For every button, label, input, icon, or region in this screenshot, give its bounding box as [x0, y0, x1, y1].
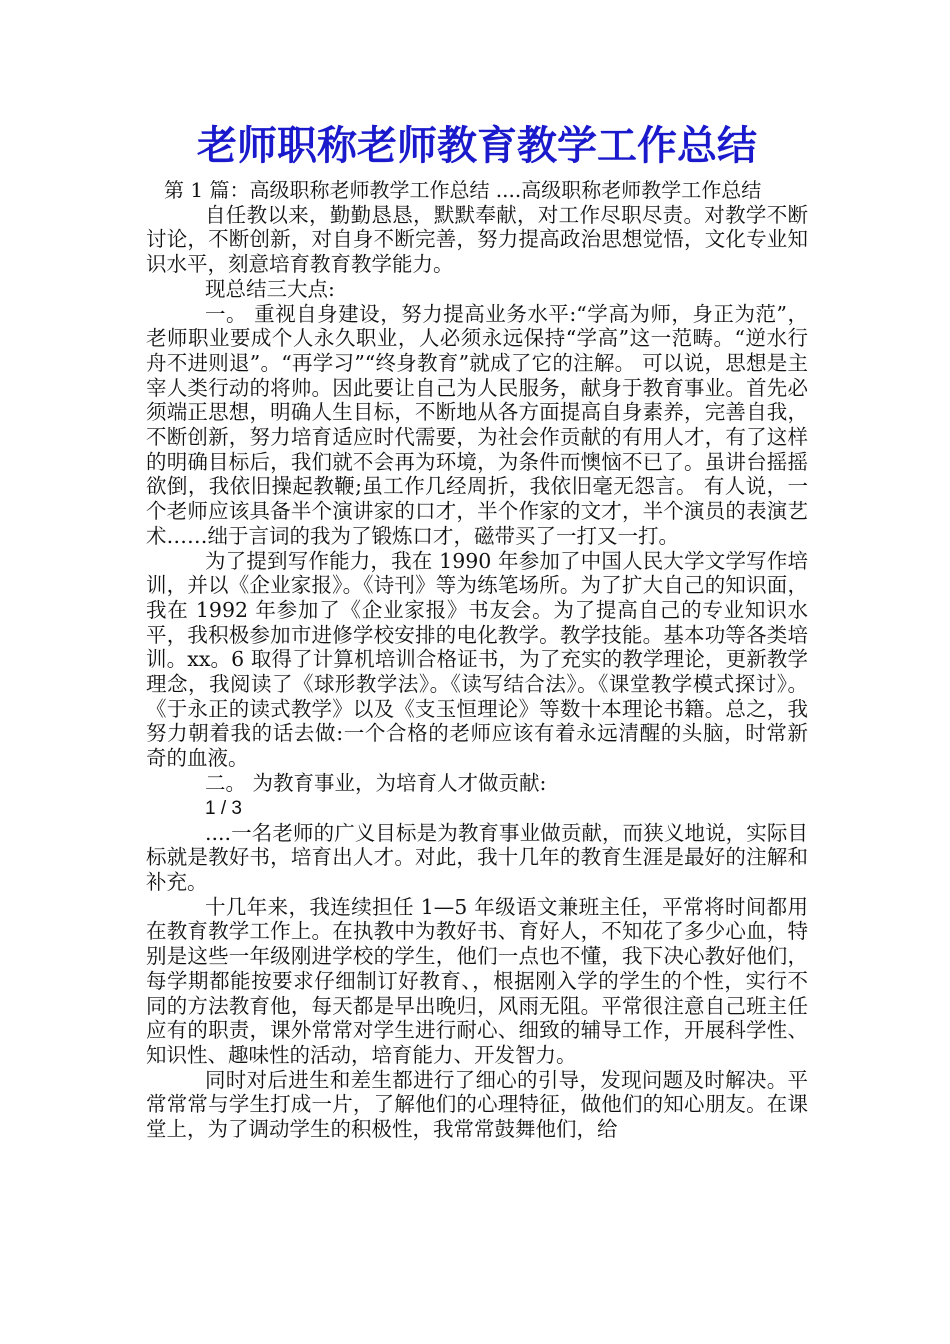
paragraph-writing-ability: 为了提到写作能力，我在 1990 年参加了中国人民大学文学写作培训，并以《企业家报》。《诗刊》等为练笔场所。为了扩大自己的知识面，我在 1992 年参加了《企业家报》书友会。为了提高自己的专业知识水平，我积极参加市进修学校安排的电化教学。教学技能。基本功等各类培训。xx。6 取得了计算机培训合格证书，为了充实的教学理论，更新教学理念，我阅读了《球形教学法》。《读写结合法》。《课堂教学模式探讨》。《于永正的读式教学》以及《支玉恒理论》等数十本理论书籍。总之，我努力朝着我的话去做:一个合格的老师应该有着永远清醒的头脑，时常新奇的血液。: [146, 548, 808, 771]
paragraph-point-one: 一。 重视自身建设，努力提高业务水平:“学高为师，身正为范”，老师职业要成个人永久职业，人必须永远保持“学高”这一范畴。“逆水行舟不进则退”。“再学习”“终身教育”就成了它的注解。 可以说，思想是主宰人类行动的将帅。因此要让自己为人民服务，献身于教育事业。首先必须端正思想，明确人生目标，不断地从各方面提高自身素养，完善自我，不断创新，努力培育适应时代需要，为社会作贡献的有用人才，有了这样的明确目标后，我们就不会再为环境，为条件而懊恼不已了。虽讲台摇摇欲倒，我依旧操起教鞭;虽工作几经周折，我依旧毫无怨言。 有人说，一个老师应该具备半个演讲家的口才，半个作家的文才，半个演员的表演艺术……绌于言词的我为了锻炼口才，磁带买了一打又一打。: [146, 301, 808, 548]
paragraph-summary-heading: 现总结三大点:: [205, 276, 335, 301]
paragraph-teacher-goal: ....一名老师的广义目标是为教育事业做贡献，而狭义地说，实际目标就是教好书，培育出人才。对此，我十几年的教育生涯是最好的注解和补充。: [146, 820, 808, 894]
page-number: 1 / 3: [205, 797, 242, 819]
paragraph-years-teaching: 十几年来，我连续担任 1—5 年级语文兼班主任，平常将时间都用在教育教学工作上。在执教中为教好书、育好人，不知花了多少心血，特别是这些一年级刚进学校的学生，他们一点也不懂，我下决心教好他们，每学期都能按要求仔细制订好教育、，根据刚入学的学生的个性，实行不同的方法教育他，每天都是早出晚归，风雨无阻。平常很注意自己班主任应有的职责，课外常常对学生进行耐心、细致的辅导工作，开展科学性、知识性、趣味性的活动，培育能力、开发智力。: [146, 894, 808, 1067]
paragraph-point-two: 二。 为教育事业，为培育人才做贡献:: [205, 770, 547, 795]
document-title: 老师职称老师教育教学工作总结: [197, 122, 757, 169]
document-subtitle: 第 1 篇：高级职称老师教学工作总结 ....高级职称老师教学工作总结: [164, 178, 762, 202]
document-page: [146, 118, 808, 1142]
paragraph-intro: 自任教以来，勤勤恳恳，默默奉献，对工作尽职尽责。对教学不断讨论，不断创新，对自身不断完善，努力提高政治思想觉悟，文化专业知识水平，刻意培育教育教学能力。: [146, 202, 808, 277]
paragraph-guidance: 同时对后进生和差生都进行了细心的引导，发现问题及时解决。平常常常与学生打成一片，了解他们的心理特征，做他们的知心朋友。在课堂上，为了调动学生的积极性，我常常鼓舞他们，给: [146, 1067, 808, 1142]
